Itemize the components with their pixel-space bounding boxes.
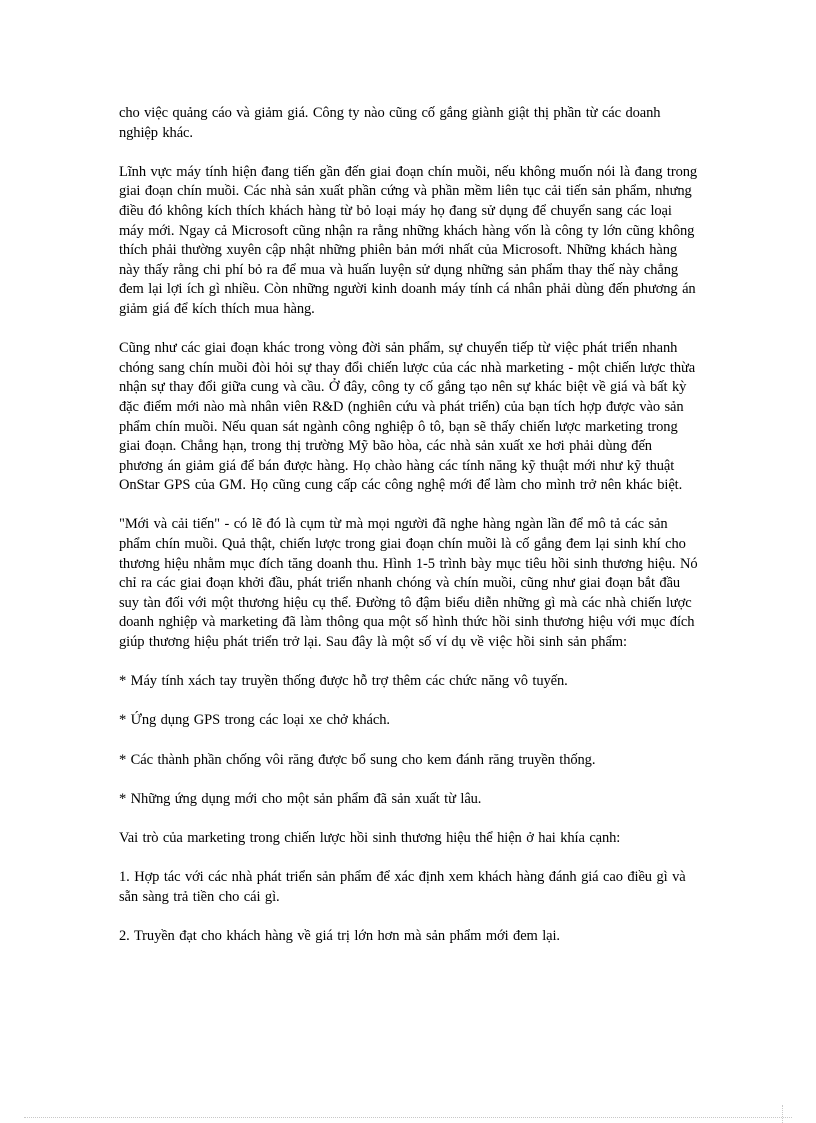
bullet-item: * Các thành phần chống vôi răng được bổ sung cho kem đánh răng truyền thống. — [119, 751, 596, 768]
paragraph-2: Lĩnh vực máy tính hiện đang tiến gần đến giai đoạn chín muồi, nếu không muốn nói là đang trong giai đoạn chín muồi. Các nhà sản xuất phần cứng và phần mềm liên tục cải tiến sản phẩm, nhưng điều đó không kích thích khách hàng từ bỏ loại máy họ đang sử dụng để chuyển sang các loại máy mới. Ngay cả Microsoft cũng nhận ra rằng những khách hàng vốn là công ty lớn cũng không thích phải thường xuyên cập nhật những phiên bản mới nhất của Microsoft. Những khách hàng này thấy rằng chi phí bỏ ra để mua và huấn luyện sử dụng những sản phẩm thay thế này chẳng đem lại lợi ích gì nhiều. Còn những người kinh doanh máy tính cá nhân phải dùng đến phương án giảm giá để kích thích mua hàng. — [119, 163, 698, 317]
bullet-item: * Máy tính xách tay truyền thống được hỗ trợ thêm các chức năng vô tuyến. — [119, 673, 568, 690]
paragraph-4: "Mới và cải tiến" - có lẽ đó là cụm từ mà mọi người đã nghe hàng ngàn lần để mô tả các sản phẩm chín muồi. Quả thật, chiến lược trong giai đoạn chín muồi là cố gắng đem lại sinh khí cho thương hiệu nhằm mục đích tăng doanh thu. Hình 1-5 trình bày mục tiêu hồi sinh thương hiệu. Nó chỉ ra các giai đoạn khởi đầu, phát triển nhanh chóng và chín muồi, cũng như giai đoạn bắt đầu suy tàn đối với một thương hiệu cụ thể. Đường tô đậm biểu diễn những gì mà các nhà chiến lược doanh nghiệp và marketing đã làm thông qua một số hình thức hồi sinh thương hiệu với mục đích giúp thương hiệu phát triển trở lại. Sau đây là một số ví dụ về việc hồi sinh sản phẩm: — [119, 516, 698, 651]
paragraph-3: Cũng như các giai đoạn khác trong vòng đời sản phẩm, sự chuyển tiếp từ việc phát triển nhanh chóng sang chín muồi đòi hỏi sự thay đổi chiến lược của các nhà marketing - một chiến lược thừa nhận sự thay đổi giữa cung và cầu. Ở đây, công ty cố gắng tạo nên sự khác biệt về giá và bất kỳ đặc điểm mới nào mà nhân viên R&D (nghiên cứu và phát triển) của bạn tích hợp được vào sản phẩm chín muồi. Nếu quan sát ngành công nghiệp ô tô, bạn sẽ thấy chiến lược marketing trong giai đoạn. Chẳng hạn, trong thị trường Mỹ bão hòa, các nhà sản xuất xe hơi phải dùng đến phương án giảm giá để bán được hàng. Họ chào hàng các tính năng kỹ thuật mới như kỹ thuật OnStar GPS của GM. Họ cũng cung cấp các công nghệ mới để làm cho mình trở nên khác biệt. — [119, 340, 696, 494]
bullet-item: * Ứng dụng GPS trong các loại xe chở khách. — [119, 712, 390, 729]
page-bottom-divider — [24, 1117, 792, 1118]
numbered-item-2: 2. Truyền đạt cho khách hàng về giá trị lớn hơn mà sản phẩm mới đem lại. — [119, 927, 560, 944]
page-corner-marker — [782, 1105, 783, 1123]
paragraph-1: cho việc quảng cáo và giảm giá. Công ty nào cũng cố gắng giành giật thị phần từ các doanh nghiệp khác. — [119, 105, 661, 141]
document-body — [119, 104, 699, 966]
closing-paragraph: Vai trò của marketing trong chiến lược hồi sinh thương hiệu thể hiện ở hai khía cạnh: — [119, 829, 621, 846]
bullet-item: * Những ứng dụng mới cho một sản phẩm đã sản xuất từ lâu. — [119, 790, 482, 807]
numbered-item-1: 1. Hợp tác với các nhà phát triển sản phẩm để xác định xem khách hàng đánh giá cao điều gì và sẵn sàng trả tiền cho cái gì. — [119, 869, 686, 905]
